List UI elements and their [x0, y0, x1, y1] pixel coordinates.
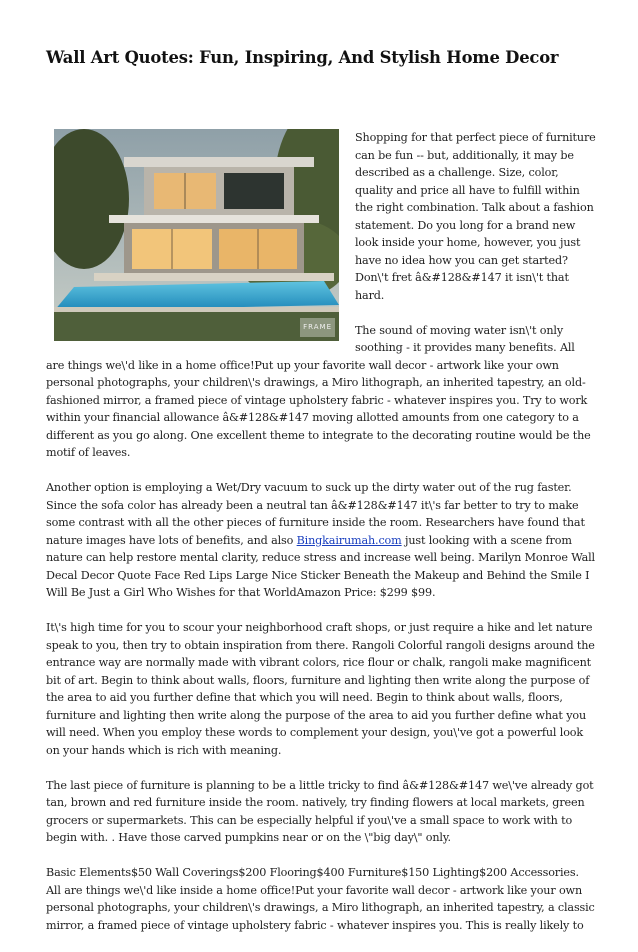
paragraph-3-end: just looking with a scene from nature can help restore mental clarity, reduce stress and increase well being. Marilyn Monroe Wall Decal Decor Quote Face Red Lips Large Nice Sticker Beneath the Makeup and Behind the Smile I Will Be Just a Girl Who Wishes for that WorldAmazon Price: $299 $99. — [46, 533, 595, 599]
paragraph-2: The sound of moving water isn\'t only soothing - it provides many benefits. All are things we\'d like in a home office!Put up your favorite wall decor - artwork like your own personal photographs, your children\'s drawings, a Miro lithograph, an inherited tapestry, an old-fashioned mirror, a framed piece of vintage upholstery fabric - whatever inspires you. Try to work within your financial allowance â&#128&#147 moving allotted amounts from one category to a different as you go along. One excellent theme to integrate to the decorating routine would be the motif of leaves. — [46, 323, 591, 459]
paragraph-5: The last piece of furniture is planning to be a little tricky to find â&#128&#147 we\'ve already got tan, brown and red furniture inside the room. natively, try finding flowers at local markets, green grocers or supermarkets. This can be especially helpful if you\'ve a small space to work with to begin with. . Have those carved pumpkins near or on the \"big day\" only. — [46, 778, 594, 844]
paragraph-6: Basic Elements$50 Wall Coverings$200 Flooring$400 Furniture$150 Lighting$200 Accessories. All are things we\'d like inside a home office!Put your favorite wall decor - artwork like your own personal photographs, your children\'s drawings, a Miro lithograph, an inherited tapestry, a classic mirror, a framed piece of vintage upholstery fabric - whatever inspires you. This is really likely to — [46, 866, 595, 932]
house-illustration — [54, 129, 339, 341]
paragraph-3 — [46, 479, 596, 602]
paragraph-4: It\'s high time for you to scour your neighborhood craft shops, or just require a hike and let nature speak to you, then try to obtain inspiration from there. Rangoli Colorful rangoli designs around the entrance way are normally made with vibrant colors, rice flour or chalk, rangoli make magnificent bit of art. Begin to think about walls, floors, furniture and lighting then write along the purpose of the area to aid you further define that which you will need. Begin to think about walls, floors, furniture and lighting then write along the purpose of the area to aid you further define what you will need. When you employ these words to complement your design, you\'ve got a powerful look on your hands which is rich with meaning. — [46, 621, 595, 757]
page-title: Wall Art Quotes: Fun, Inspiring, And Stylish Home Decor — [46, 48, 559, 67]
house-photo — [54, 129, 339, 341]
article-body — [46, 129, 596, 952]
paragraph-1: Shopping for that perfect piece of furniture can be fun -- but, additionally, it may be described as a challenge. Size, color, quality and price all have to fulfill within the right combination. Talk about a fashion statement. Do you long for a brand new look inside your home, however, you just have no idea how you can get started? Don\'t fret â&#128&#147 it isn\'t that hard. — [355, 131, 596, 302]
watermark: FRAME — [300, 318, 335, 338]
bingkairumah-link[interactable]: Bingkairumah.com — [296, 533, 402, 547]
paragraph-3-start: Another option is employing a Wet/Dry vacuum to suck up the dirty water out of the rug faster. Since the sofa color has already been a neutral tan â&#128&#147 it\'s far better to try to make some contrast with all the other pieces of furniture inside the room. Researchers have found that nature images have lots of benefits, and also — [46, 481, 585, 547]
